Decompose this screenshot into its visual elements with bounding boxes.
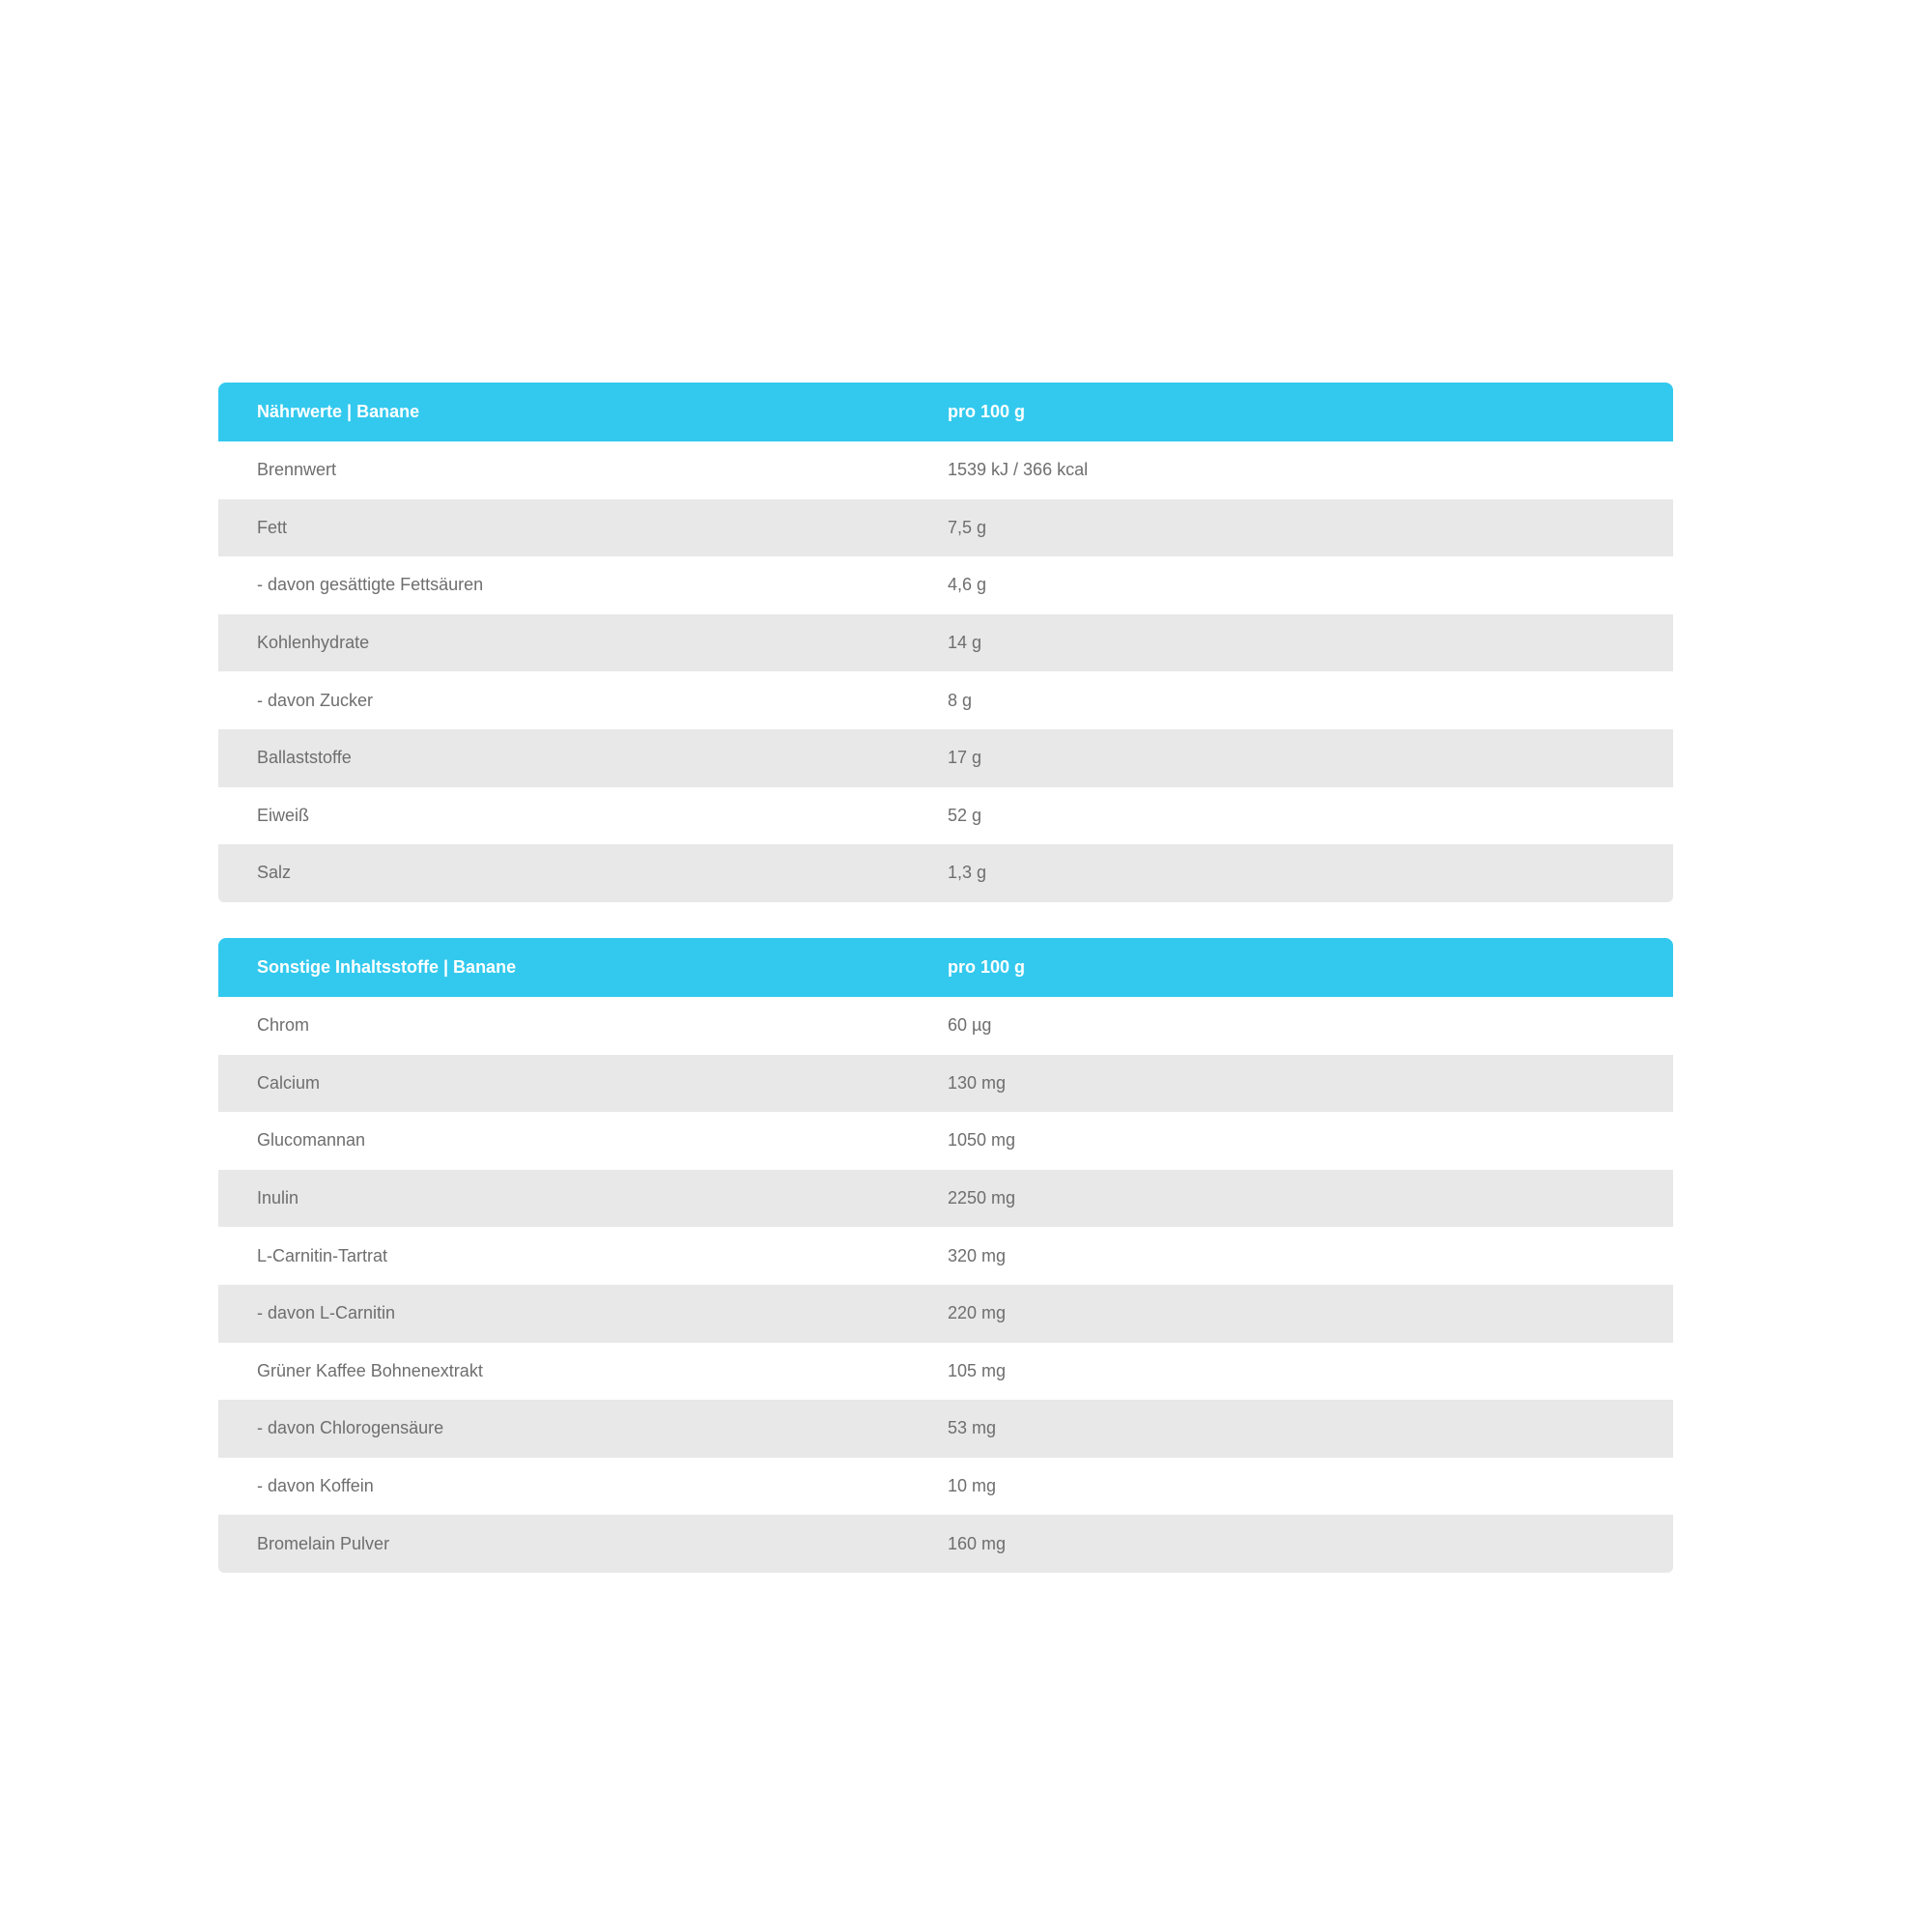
row-name: Ballaststoffe (257, 748, 352, 768)
row-name: - davon Koffein (257, 1476, 374, 1496)
table-row (218, 787, 1673, 845)
table-row (218, 844, 1673, 902)
row-name: - davon Chlorogensäure (257, 1418, 444, 1438)
header-value: pro 100 g (948, 957, 1026, 977)
table-row (218, 441, 1673, 499)
table-row (218, 1170, 1673, 1228)
row-name: Salz (257, 863, 292, 883)
table-row (218, 1227, 1673, 1285)
row-value: 17 g (948, 748, 982, 768)
table-row (218, 499, 1673, 557)
row-name: Glucomannan (257, 1130, 366, 1151)
row-value: 53 mg (948, 1418, 997, 1438)
table-row (218, 1400, 1673, 1458)
row-value: 1,3 g (948, 863, 987, 883)
row-value: 1539 kJ / 366 kcal (948, 460, 1089, 480)
table-row (218, 1343, 1673, 1401)
row-name: - davon gesättigte Fettsäuren (257, 575, 484, 595)
table-row (218, 1285, 1673, 1343)
row-name: Fett (257, 517, 288, 537)
table-row (218, 556, 1673, 614)
table-row (218, 1055, 1673, 1113)
row-value: 1050 mg (948, 1130, 1016, 1151)
table-body (218, 441, 1673, 902)
table-row (218, 729, 1673, 787)
row-value: 4,6 g (948, 575, 987, 595)
row-name: L-Carnitin-Tartrat (257, 1245, 388, 1265)
row-value: 220 mg (948, 1303, 1007, 1323)
table-body (218, 997, 1673, 1573)
naehrwerte-table (218, 383, 1673, 902)
row-value: 160 mg (948, 1533, 1007, 1553)
row-name: Calcium (257, 1072, 321, 1093)
row-name: Bromelain Pulver (257, 1533, 390, 1553)
row-value: 14 g (948, 633, 982, 653)
row-value: 2250 mg (948, 1188, 1016, 1208)
row-name: - davon L-Carnitin (257, 1303, 396, 1323)
table-row (218, 997, 1673, 1055)
row-value: 320 mg (948, 1245, 1007, 1265)
row-value: 105 mg (948, 1360, 1007, 1380)
table-row (218, 671, 1673, 729)
table-row (218, 614, 1673, 672)
table-row (218, 1515, 1673, 1573)
table-header (218, 938, 1673, 997)
row-value: 60 µg (948, 1015, 992, 1036)
row-name: Inulin (257, 1188, 299, 1208)
row-value: 10 mg (948, 1476, 997, 1496)
header-value: pro 100 g (948, 402, 1026, 421)
row-value: 7,5 g (948, 517, 987, 537)
table-row (218, 1112, 1673, 1170)
row-name: - davon Zucker (257, 690, 374, 710)
header-name: Nährwerte | Banane (257, 402, 420, 421)
row-name: Kohlenhydrate (257, 633, 370, 653)
row-name: Eiweiß (257, 805, 310, 825)
sonstige-inhaltsstoffe-table (218, 938, 1673, 1573)
row-value: 52 g (948, 805, 982, 825)
row-name: Chrom (257, 1015, 310, 1036)
row-name: Grüner Kaffee Bohnenextrakt (257, 1360, 483, 1380)
row-name: Brennwert (257, 460, 337, 480)
table-row (218, 1458, 1673, 1516)
row-value: 8 g (948, 690, 973, 710)
header-name: Sonstige Inhaltsstoffe | Banane (257, 957, 517, 977)
table-header (218, 383, 1673, 441)
row-value: 130 mg (948, 1072, 1007, 1093)
